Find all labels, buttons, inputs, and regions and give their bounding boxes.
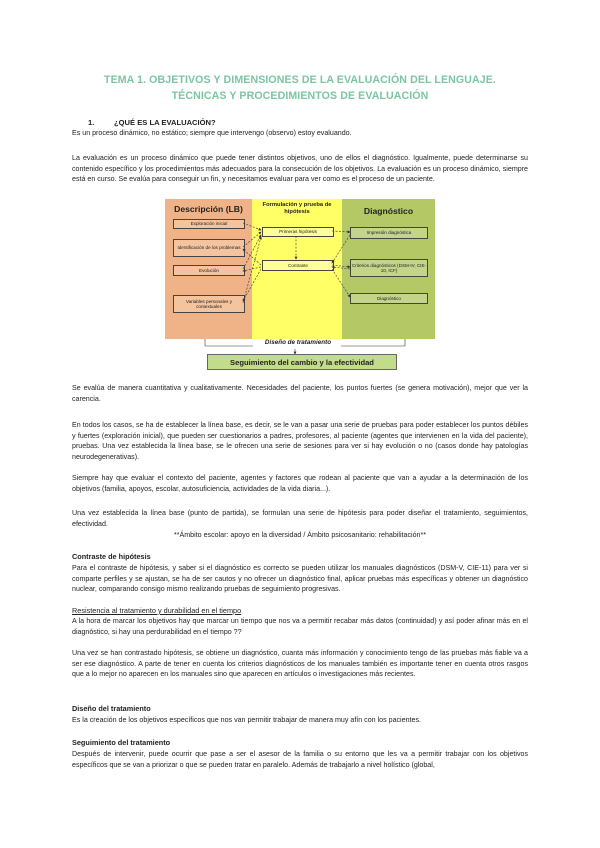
diagram-box-evolucion: Evolución <box>173 265 245 276</box>
heading-resistencia: Resistencia al tratamiento y durabilidad en el tiempo <box>72 606 242 615</box>
diagram-bottom-label: Seguimiento del cambio y la efectividad <box>207 354 397 370</box>
note-ambitos: **Ámbito escolar: apoyo en la diversidad / Ámbito psicosanitario: rehabilitación** <box>174 531 426 539</box>
diagram-box-diagnostico: Diagnóstico <box>350 293 428 304</box>
diagram-box-contraste: Contraste <box>262 260 334 271</box>
paragraph-4: En todos los casos, se ha de establecer la línea base, es decir, se le van a pasar una serie de pruebas para poder establecer los puntos débiles y fuertes (exploración inicial), que pueden ser cuestionarios a padres, profesores, al paciente (agentes que intervienen en la vida del paciente), pruebas. Una vez establecida la línea base, se le ofrecen una serie de sesiones para ver si hay evolución o no (casos donde hay patologías neurodegenerativas). <box>72 421 528 462</box>
paragraph-resistencia-2: Una vez se han contrastado hipótesis, se obtiene un diagnóstico, cuanta más información y conocimiento tengo de las pruebas más fiable va a ser ese diagnóstico. A parte de tener en cuenta los criterios diagnósticos de los manuales también es importante tener en cuenta otros rasgos que a lo mejor no aparecen en los manuales sino que aparecen en artículos o investigaciones más recientes. <box>72 649 528 679</box>
diagram-box-primeras-hipotesis: Primeras hipótesis <box>262 227 334 237</box>
paragraph-2: La evaluación es un proceso dinámico que puede tener distintos objetivos, uno de ellos el diagnóstico. Igualmente, puede determinarse su contenido específico y los procedimientos más adecuados para la consecución de los objetivos. La evaluación es un proceso dinámico, siempre está en curso. Se evalúa para conseguir un fin, y necesitamos evaluar para ver como es el proceso de un paciente. <box>72 154 528 184</box>
paragraph-1: Es un proceso dinámico, no estático; siempre que intervengo (observo) estoy evaluando. <box>72 129 352 137</box>
evaluation-diagram <box>165 199 435 371</box>
paragraph-seguimiento: Después de intervenir, puede ocurrir que pase a ser el asesor de la familia o su entorno que les va a permitir trabajar con los objetivos específicos que se van a priorizar o que se pueden tratar en paralelo. Además de trabajarlo a nivel holístico (global, <box>72 750 528 769</box>
diagram-design-label: Diseño de tratamiento <box>264 339 332 346</box>
section-title: ¿QUÉ ES LA EVALUACIÓN? <box>114 118 216 127</box>
diagram-box-criterios: Criterios diagnósticos (DSM-IV, CIE-10, ICF) <box>350 259 428 277</box>
paragraph-3: Se evalúa de manera cuantitativa y cualitativamente. Necesidades del paciente, los puntos fuertes (se genera motivación), mejor que ver la carencia. <box>72 384 528 403</box>
page-title: TEMA 1. OBJETIVOS Y DIMENSIONES DE LA EVALUACIÓN DEL LENGUAJE. TÉCNICAS Y PROCEDIMIENTOS DE EVALUACIÓN <box>104 74 496 102</box>
paragraph-contraste: Para el contraste de hipótesis, y saber si el diagnóstico es correcto se pueden utilizar los manuales diagnósticos (DSM-V, CIE-11) para ver si comparte perfiles y se ajustan, se ha de ser cautos y no ofrecer un diagnóstico final, aplicar pruebas más específicas y obtener un diagnóstico nuclear, comparando consigo mismo realizando pruebas de seguimiento progresivas. <box>72 564 528 594</box>
heading-contraste: Contraste de hipótesis <box>72 552 151 561</box>
paragraph-6: Una vez establecida la línea base (punto de partida), se formulan una serie de hipótesis para poder diseñar el tratamiento, seguimientos, efectividad. <box>72 509 528 528</box>
paragraph-resistencia-1: A la hora de marcar los objetivos hay que marcar un tiempo que nos va a permitir recabar más datos (continuidad) y así poder afinar más en el diagnóstico, si hay una perdurabilidad en el tiempo ?? <box>72 617 528 636</box>
paragraph-5: Siempre hay que evaluar el contexto del paciente, agentes y factores que rodean al paciente que van a ayudar a la determinación de los objetivos (familia, apoyos, escolar, autosuficiencia, actividades de la vida diaria...). <box>72 474 528 493</box>
diagram-mid-title: Formulación y prueba de hipótesis <box>262 202 332 215</box>
diagram-box-identificacion: Identificación de los problemas <box>173 239 245 257</box>
diagram-left-title: Descripción (LB) <box>174 204 243 214</box>
diagram-box-variables: Variables personales y contextuales <box>173 295 245 313</box>
section-number: 1. <box>88 118 95 127</box>
heading-diseno: Diseño del tratamiento <box>72 704 151 713</box>
diagram-box-impresion: Impresión diagnóstica <box>350 227 428 239</box>
paragraph-diseno: Es la creación de los objetivos específicos que nos van permitir trabajar de manera muy afín con los pacientes. <box>72 716 421 724</box>
heading-seguimiento: Seguimiento del tratamiento <box>72 738 171 747</box>
diagram-right-title: Diagnóstico <box>363 206 414 216</box>
diagram-box-exploracion: Exploración inicial <box>173 219 245 229</box>
section-heading <box>88 118 216 127</box>
